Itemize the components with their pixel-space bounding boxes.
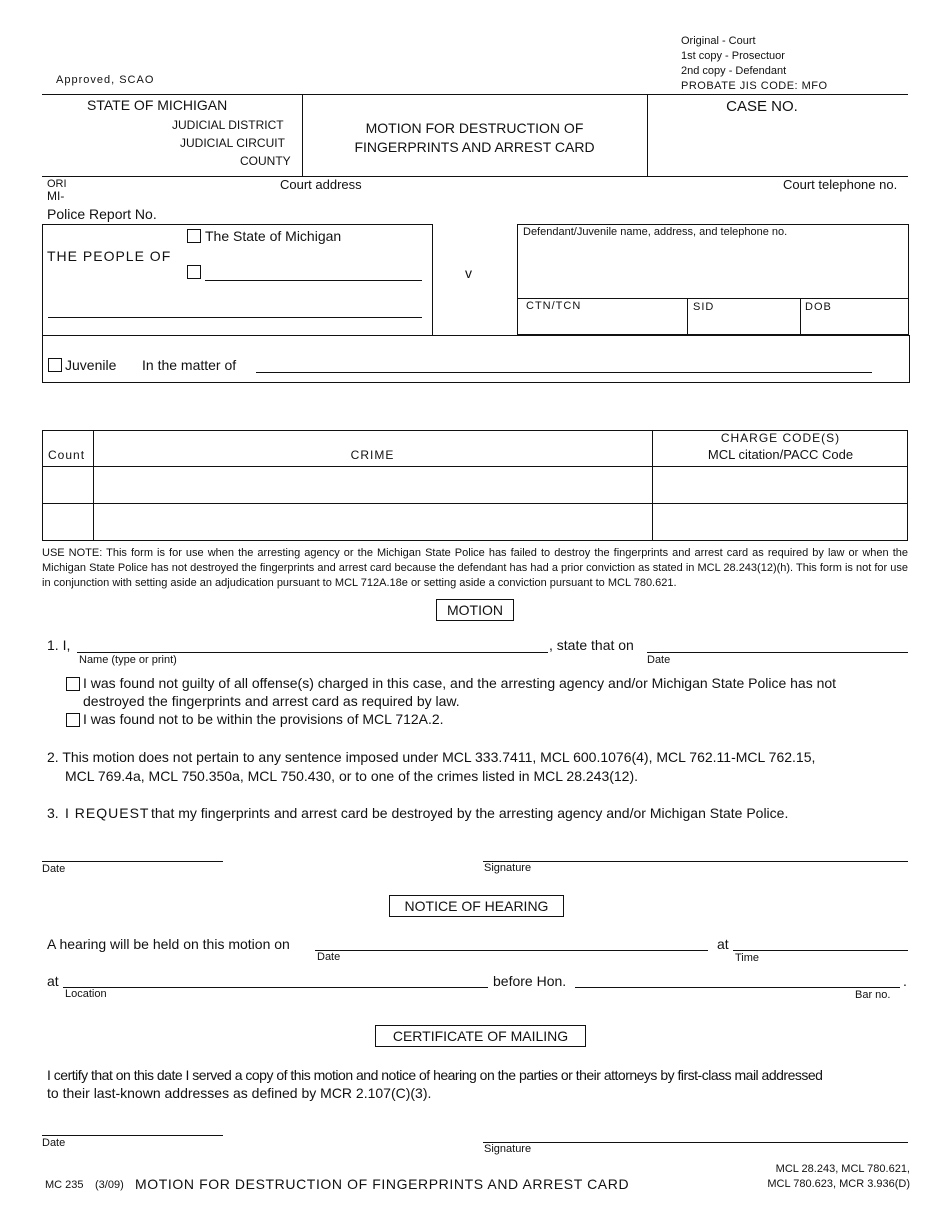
sid-label: SID bbox=[693, 301, 715, 313]
defendant-label: Defendant/Juvenile name, address, and telephone no. bbox=[523, 226, 788, 238]
motion-sign-date-line[interactable] bbox=[42, 861, 223, 862]
approved-scao: Approved, SCAO bbox=[56, 74, 155, 86]
other-plaintiff-checkbox[interactable] bbox=[187, 265, 201, 279]
mcl-citation-header: MCL citation/PACC Code bbox=[707, 447, 854, 462]
item2-line2: MCL 769.4a, MCL 750.350a, MCL 750.430, or to one of the crimes listed in MCL 28.243(12). bbox=[65, 768, 639, 784]
mailing-text-line2: to their last-known addresses as defined by MCR 2.107(C)(3). bbox=[47, 1085, 432, 1101]
judge-line[interactable] bbox=[575, 987, 900, 988]
not-guilty-option-line2: destroyed the fingerprints and arrest card as required by law. bbox=[83, 693, 460, 709]
dob-label: DOB bbox=[805, 301, 832, 313]
case-no-label: CASE NO. bbox=[726, 98, 798, 115]
item3-text: that my fingerprints and arrest card be destroyed by the arresting agency and/or Michigan State Police. bbox=[151, 805, 789, 821]
not-within-provisions-option: I was found not to be within the provisions of MCL 712A.2. bbox=[83, 711, 444, 727]
location-line[interactable] bbox=[63, 987, 488, 988]
motion-date-label: Date bbox=[647, 654, 671, 666]
form-title-line1: MOTION FOR DESTRUCTION OF bbox=[365, 120, 584, 136]
item2-line1: 2. This motion does not pertain to any sentence imposed under MCL 333.7411, MCL 600.1076(4), MCL 762.11-MCL 762.15, bbox=[47, 749, 816, 765]
matter-of-label: In the matter of bbox=[142, 357, 237, 373]
motion-sign-date-label: Date bbox=[42, 863, 66, 875]
state-of-michigan: STATE OF MICHIGAN bbox=[87, 97, 228, 113]
state-of-michigan-option: The State of Michigan bbox=[205, 228, 342, 244]
use-note: USE NOTE: This form is for use when the arresting agency or the Michigan State Police has failed to destroy the fingerprints and arrest card as required by law or when the Michigan State Police has not destroyed the fingerprints and arrest card because the defendant has had a prior conviction as stated in MCL 28.243(12)(h). This form is not for use in conjunction with setting aside an adjudication pursuant to MCL 712A.18e or setting aside a conviction pursuant to MCL 780.621. bbox=[42, 547, 908, 589]
hearing-time-line[interactable] bbox=[733, 950, 908, 951]
mailing-signature-line[interactable] bbox=[483, 1142, 908, 1143]
court-address-label: Court address bbox=[280, 177, 362, 192]
item3-request: I REQUEST bbox=[65, 805, 150, 821]
certificate-of-mailing-heading: CERTIFICATE OF MAILING bbox=[375, 1025, 586, 1047]
location-at-label: at bbox=[47, 973, 59, 989]
motion-heading: MOTION bbox=[436, 599, 514, 621]
state-of-michigan-checkbox[interactable] bbox=[187, 229, 201, 243]
juvenile-checkbox[interactable] bbox=[48, 358, 62, 372]
county-label: COUNTY bbox=[240, 154, 291, 168]
crime-header: CRIME bbox=[350, 448, 395, 462]
footer-title: MOTION FOR DESTRUCTION OF FINGERPRINTS AND ARREST CARD bbox=[135, 1176, 630, 1192]
mailing-signature-label: Signature bbox=[484, 1143, 532, 1155]
count-cell-2[interactable] bbox=[43, 504, 93, 540]
name-line[interactable] bbox=[77, 652, 548, 653]
not-within-provisions-checkbox[interactable] bbox=[66, 713, 80, 727]
judicial-district-label: JUDICIAL DISTRICT bbox=[172, 118, 284, 132]
count-header: Count bbox=[48, 448, 86, 462]
defendant-field[interactable] bbox=[519, 244, 907, 296]
charge-code-header: CHARGE CODE(S) bbox=[720, 431, 841, 445]
footer-citation-line1: MCL 28.243, MCL 780.621, bbox=[775, 1163, 910, 1175]
charge-code-cell-1[interactable] bbox=[653, 467, 907, 503]
copy-first: 1st copy - Prosectuor bbox=[681, 50, 785, 62]
copy-second: 2nd copy - Defendant bbox=[681, 65, 787, 77]
not-guilty-checkbox[interactable] bbox=[66, 677, 80, 691]
court-telephone-label: Court telephone no. bbox=[783, 177, 898, 192]
hearing-held-text: A hearing will be held on this motion on bbox=[47, 936, 290, 952]
mailing-date-line[interactable] bbox=[42, 1135, 223, 1136]
crime-cell-2[interactable] bbox=[94, 504, 652, 540]
ctn-label: CTN/TCN bbox=[526, 300, 582, 312]
form-number: MC 235 bbox=[45, 1179, 84, 1191]
count-cell-1[interactable] bbox=[43, 467, 93, 503]
before-hon-label: before Hon. bbox=[493, 973, 567, 989]
mailing-text-line1: I certify that on this date I served a copy of this motion and notice of hearing on the parties or their attorneys by first-class mail addressed bbox=[47, 1067, 823, 1083]
motion-signature-label: Signature bbox=[484, 862, 532, 874]
motion-signature-line[interactable] bbox=[483, 861, 908, 862]
probate-jis-code: PROBATE JIS CODE: MFO bbox=[681, 80, 828, 92]
judicial-circuit-label: JUDICIAL CIRCUIT bbox=[180, 136, 285, 150]
hearing-period: . bbox=[903, 973, 907, 989]
notice-of-hearing-heading: NOTICE OF HEARING bbox=[389, 895, 564, 917]
form-revision: (3/09) bbox=[95, 1179, 124, 1191]
name-type-or-print-label: Name (type or print) bbox=[79, 654, 177, 666]
item3-number: 3. bbox=[47, 805, 59, 821]
mailing-date-label: Date bbox=[42, 1137, 66, 1149]
versus-label: v bbox=[465, 265, 472, 281]
location-label: Location bbox=[65, 988, 107, 1000]
footer-citation-line2: MCL 780.623, MCR 3.936(D) bbox=[767, 1178, 910, 1190]
police-report-label: Police Report No. bbox=[47, 206, 157, 222]
juvenile-label: Juvenile bbox=[65, 357, 117, 373]
hearing-time-label: Time bbox=[735, 952, 760, 964]
bar-no-label: Bar no. bbox=[855, 989, 891, 1001]
item1-number: 1. I, bbox=[47, 637, 71, 653]
plaintiff-extra-line[interactable] bbox=[48, 317, 422, 318]
crime-cell-1[interactable] bbox=[94, 467, 652, 503]
hearing-at-label: at bbox=[717, 936, 729, 952]
mi-label: MI- bbox=[47, 189, 65, 203]
hearing-date-line[interactable] bbox=[315, 950, 708, 951]
ori-label: ORI bbox=[47, 178, 67, 190]
copy-original: Original - Court bbox=[681, 35, 756, 47]
other-plaintiff-line[interactable] bbox=[205, 280, 422, 281]
state-that-on: , state that on bbox=[549, 637, 634, 653]
matter-of-line[interactable] bbox=[256, 372, 872, 373]
hearing-date-label: Date bbox=[317, 951, 341, 963]
not-guilty-option-line1: I was found not guilty of all offense(s) charged in this case, and the arresting agency and/or Michigan State Police has not bbox=[83, 675, 837, 691]
charge-code-cell-2[interactable] bbox=[653, 504, 907, 540]
people-of-label: THE PEOPLE OF bbox=[47, 248, 172, 264]
motion-date-line[interactable] bbox=[647, 652, 908, 653]
form-title-line2: FINGERPRINTS AND ARREST CARD bbox=[354, 139, 595, 155]
